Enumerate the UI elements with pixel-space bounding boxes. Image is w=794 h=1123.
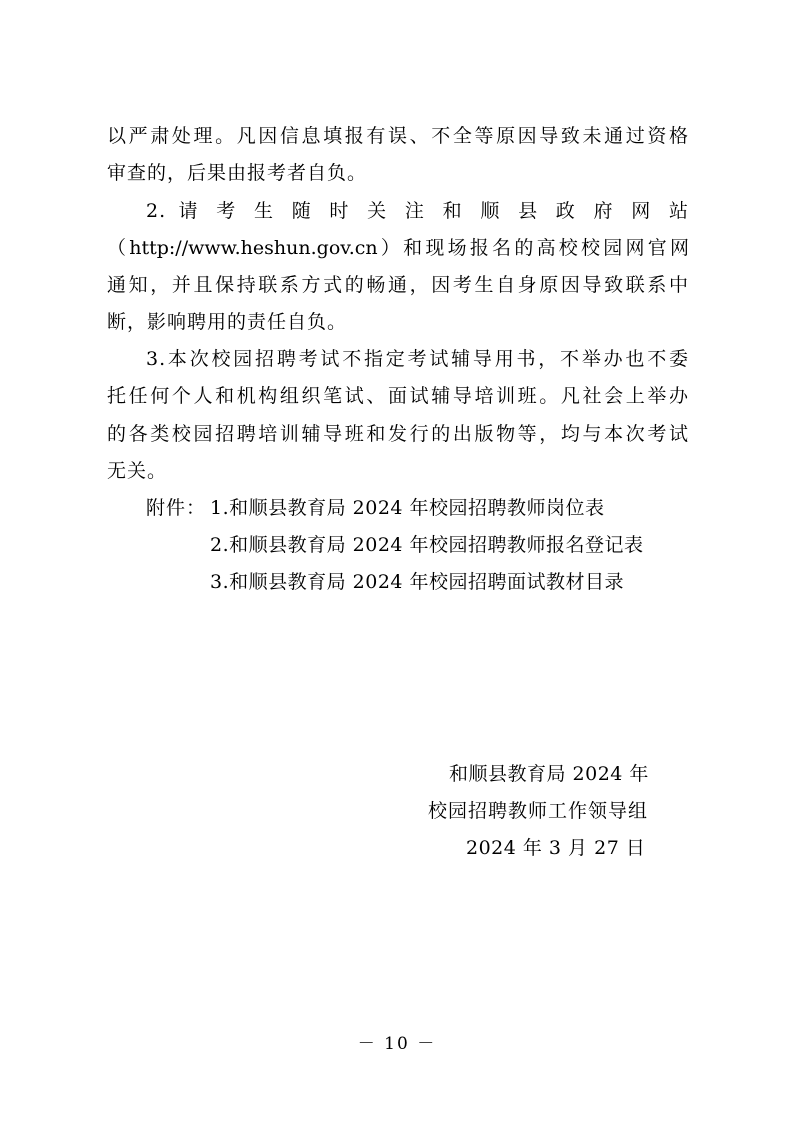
signature-date: 2024 年 3 月 27 日 (466, 837, 646, 859)
signature-org-line-2: 校园招聘教师工作领导组 (428, 800, 649, 822)
paragraph-2-line-1: 2. 请 考 生 随 时 关 注 和 顺 县 政 府 网 站 (146, 200, 689, 222)
paragraph-3-line-1: 3.本次校园招聘考试不指定考试辅导用书，不举办也不委 (146, 348, 689, 370)
paragraph-3-line-4: 无关。 (107, 460, 168, 482)
paragraph-1-line-2: 审查的，后果由报考者自负。 (107, 162, 368, 184)
paragraph-2-line-2: （http://www.heshun.gov.cn）和现场报名的高校校园网官网 (107, 237, 689, 259)
attachments-label: 附件： (146, 497, 207, 519)
paragraph-3-line-3: 的各类校园招聘培训辅导班和发行的出版物等，均与本次考试 (107, 423, 689, 445)
paragraph-1-line-1: 以严肃处理。凡因信息填报有误、不全等原因导致未通过资格 (107, 125, 689, 147)
attachment-item-3: 3.和顺县教育局 2024 年校园招聘面试教材目录 (210, 571, 625, 593)
attachment-item-1: 1.和顺县教育局 2024 年校园招聘教师岗位表 (210, 497, 605, 519)
paragraph-2-line-3: 通知，并且保持联系方式的畅通，因考生自身原因导致联系中 (107, 274, 689, 296)
page-number: － 10 － (357, 1034, 437, 1054)
paragraph-3-line-2: 托任何个人和机构组织笔试、面试辅导培训班。凡社会上举办 (107, 385, 689, 407)
signature-org-line-1: 和顺县教育局 2024 年 (449, 763, 649, 785)
attachment-item-2: 2.和顺县教育局 2024 年校园招聘教师报名登记表 (210, 534, 644, 556)
paragraph-2-line-4: 断，影响聘用的责任自负。 (107, 311, 348, 333)
